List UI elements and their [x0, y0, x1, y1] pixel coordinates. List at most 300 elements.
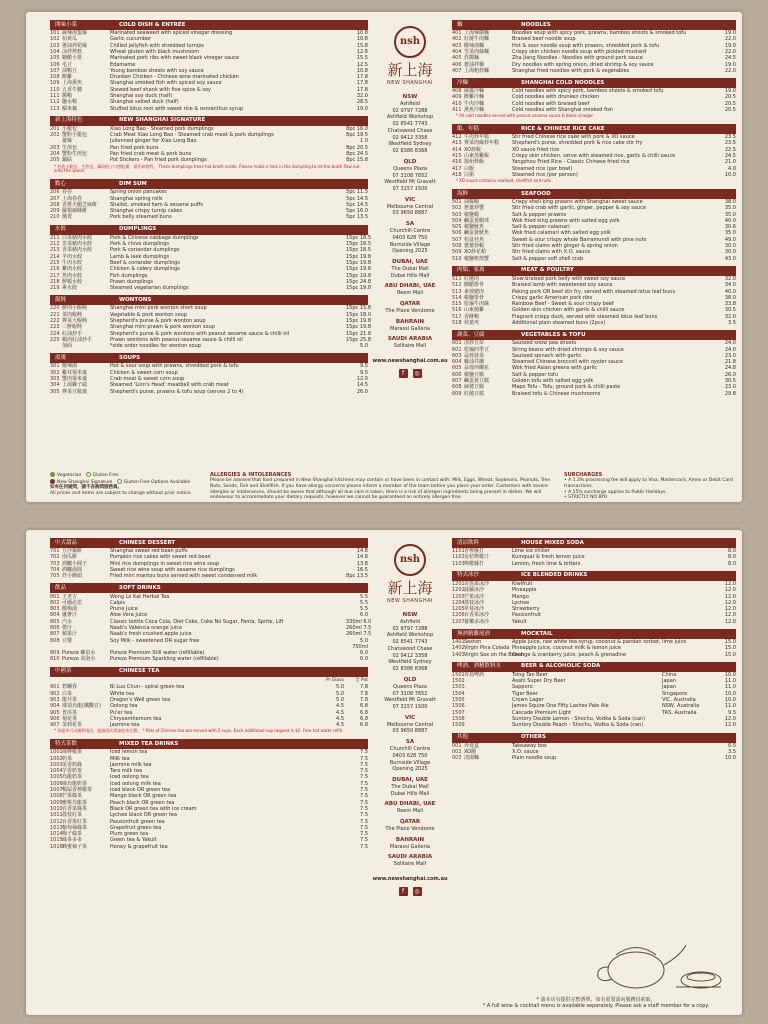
- store-region: NSW: [402, 94, 418, 100]
- section-header: [452, 266, 736, 276]
- item-name: Lime ice chiller: [512, 548, 550, 555]
- section-title: WONTONS: [119, 296, 152, 303]
- item-price: 17.8: [356, 74, 368, 81]
- item-name-chinese: 豆沙鍋餅: [62, 548, 83, 555]
- item-name: Pan fried crab meat & pork buns: [110, 151, 192, 158]
- item-price: 30.5: [724, 378, 736, 385]
- item-number: 215: [50, 259, 60, 266]
- item-number: 1003: [50, 761, 63, 768]
- item-name: Crispy skin chicken noodle soup with pickled mustard: [512, 48, 647, 55]
- item-name-chinese: 雪菜肉絲麵: [464, 48, 490, 55]
- item-price: 30.0: [724, 243, 736, 250]
- item-name-chinese: 蔥油拌麵: [464, 61, 485, 68]
- item-number: 1505: [452, 697, 465, 704]
- section-header: [50, 225, 368, 235]
- item-price: 14.8: [356, 548, 368, 555]
- menu-page-2: [26, 530, 742, 1015]
- item-price: 35.0: [724, 230, 736, 237]
- item-origin: VIC, Australia: [662, 697, 696, 704]
- menu-item[interactable]: [452, 68, 736, 74]
- footnote-english: * A full wine & cocktail menu is available separately. Please ask a staff member for a copy.: [482, 1003, 710, 1010]
- item-price: 15pc 19.0: [346, 285, 372, 292]
- store-line: Dubai Hills Mall: [390, 272, 430, 279]
- item-name-chinese: 奇異果冰沙: [464, 580, 490, 587]
- item-price: 20.5: [724, 106, 736, 113]
- item-name: *side order noodles for wonton soup: [110, 343, 201, 350]
- item-price: 11.0: [724, 703, 736, 710]
- store-list: [369, 94, 451, 350]
- item-number: 403: [452, 42, 462, 49]
- item-number: 802: [50, 599, 60, 606]
- item-name-chinese: 碧螺春: [62, 684, 78, 691]
- item-name-chinese: 茉香奶綠: [62, 761, 83, 768]
- item-price: 13.8: [356, 560, 368, 567]
- item-name-chinese: 白粥: [464, 171, 475, 178]
- legend-chinese-note: 如有任何疑問，請不吝詢問服務員。: [50, 485, 122, 491]
- item-price: 7.5: [360, 805, 368, 812]
- item-price: 9.5: [360, 369, 368, 376]
- section-header: [452, 189, 736, 199]
- page2-right-column: [452, 538, 736, 765]
- store-region: QLD: [403, 158, 417, 165]
- item-name-chinese: 菊花茶: [62, 715, 78, 722]
- item-number: 418: [452, 171, 462, 178]
- price-column-headers: [50, 677, 368, 685]
- menu-item[interactable]: [452, 256, 736, 262]
- item-name: Braised beef noodle soup: [512, 36, 576, 43]
- store-region: BAHRAIN: [395, 318, 425, 325]
- item-name-chinese: 凍檸檬茶: [62, 749, 83, 756]
- item-number: 1012: [50, 818, 63, 825]
- store-region: NSW: [402, 612, 418, 618]
- item-price: 26.0: [356, 388, 368, 395]
- item-name-chinese: 菜肉餛飩: [62, 311, 83, 318]
- item-name: Classic bottle Coca Cola, Diet Coke, Coke No Sugar, Fanta, Sprite, Lift: [110, 618, 284, 625]
- item-name: Salt & pepper tofu: [512, 371, 558, 378]
- item-number: 201: [50, 125, 60, 132]
- item-name: Additional plain steamed buns (2pcs): [512, 320, 606, 326]
- facebook-icon[interactable]: f: [399, 887, 408, 896]
- item-name: Garlic cucumber: [110, 36, 152, 43]
- item-name: Shanghai mini pork wonton short soup: [110, 305, 207, 312]
- item-price: 5.0: [360, 637, 368, 644]
- store-line: Queens Plaza: [393, 683, 427, 690]
- store-line: Reem Mall: [396, 808, 424, 815]
- item-number: 302: [50, 369, 60, 376]
- item-number: 1206: [452, 612, 465, 619]
- section-title: DUMPLINGS: [119, 226, 157, 233]
- section-title: CHINESE DESSERT: [119, 539, 176, 546]
- item-name: Pork belly steamed buns: [110, 214, 172, 221]
- section-title-chinese: 肉類、家禽: [457, 267, 485, 274]
- item-name-chinese: Pureza 礦泉水: [62, 650, 96, 657]
- item-name: Chilled jellyfish with shredded turnips: [110, 42, 204, 49]
- menu-item[interactable]: [50, 106, 368, 112]
- item-price: 15.0: [724, 638, 736, 645]
- store-line: 03 9650 8887: [392, 210, 428, 217]
- section-title-chinese: 點心: [55, 180, 67, 187]
- item-price: 15pc 19.8: [346, 266, 372, 273]
- item-number: 417: [452, 165, 462, 172]
- facebook-icon[interactable]: f: [399, 369, 408, 378]
- item-price: 23.5: [724, 140, 736, 147]
- item-price: 19.0: [724, 30, 736, 37]
- surcharge-line: • STRICTLY NO BYO: [564, 495, 608, 501]
- item-number: 209: [50, 208, 60, 215]
- item-name-chinese: 凍烏龍奶茶: [62, 780, 88, 787]
- social-links: [369, 369, 451, 378]
- item-price: 15pc 21.8: [346, 330, 372, 337]
- item-price: 38.0: [724, 198, 736, 205]
- item-name: Wok fried king prawns with salted egg yolk: [512, 217, 620, 224]
- section-title: OTHERS: [521, 734, 546, 741]
- item-name-chinese: 鍋貼: [62, 157, 73, 164]
- item-number: 1202: [452, 587, 465, 594]
- item-name: Dry noodles with spring onion, dried shrimp & soy sauce: [512, 61, 654, 68]
- item-number: 406: [452, 61, 462, 68]
- item-price: 15pc 19.8: [346, 272, 372, 279]
- item-name-chinese: XO醬: [464, 748, 477, 755]
- item-price: 8pc 16.0: [346, 125, 368, 132]
- menu-item[interactable]: [50, 157, 368, 163]
- item-name-chinese: 金桔檸檬汁: [464, 554, 490, 561]
- item-name: Cold noodles with drunken chicken: [512, 94, 600, 101]
- item-price-glass: 4.5: [336, 703, 344, 710]
- item-name: Shanghai spring rolls: [110, 195, 163, 202]
- item-number: 207: [50, 195, 60, 202]
- menu-item[interactable]: [452, 652, 736, 658]
- item-name: Takeaway box: [512, 742, 547, 749]
- item-name-chinese: 茉莉花茶: [62, 722, 83, 729]
- section-header: [50, 20, 368, 30]
- item-name-chinese: 白飯: [464, 165, 475, 172]
- item-name-chinese: 葡萄柚綠茶: [62, 824, 88, 831]
- item-name-chinese: 酒釀湯圓: [62, 566, 83, 573]
- menu-item[interactable]: [50, 638, 368, 644]
- item-number: 214: [50, 253, 60, 260]
- store-line: 03 9650 8887: [392, 728, 428, 735]
- store-region: ABU DHABI, UAE: [384, 283, 436, 290]
- item-name: Shepherd's purse & pork wontons with peanut sesame sauce & chilli oil: [110, 330, 290, 337]
- item-name-chinese: 外賣盒: [464, 742, 480, 749]
- store-line: Churchill Centre: [389, 228, 431, 234]
- item-price: 23.0: [724, 352, 736, 359]
- item-name-chinese: 加面: [62, 343, 73, 350]
- item-name-chinese: 春卷: [62, 189, 73, 196]
- item-price-pot: 7.8: [360, 690, 368, 697]
- item-number: 809: [50, 650, 60, 657]
- item-name-chinese: 牛肉冷麵: [464, 100, 485, 107]
- item-number: 1007: [50, 787, 63, 794]
- menu-section: [50, 739, 368, 850]
- item-name: Aloe Vera Juice: [110, 612, 148, 619]
- item-name-chinese: 青島啤酒: [464, 671, 485, 678]
- item-number: 402: [452, 36, 462, 43]
- menu-item[interactable]: [50, 656, 368, 662]
- section-header: [50, 739, 368, 749]
- item-price-pot: 7.8: [360, 696, 368, 703]
- item-name: Jasmine tea: [110, 722, 140, 729]
- store-region: ABU DHABI, UAE: [384, 801, 436, 808]
- item-name: Beef & coriander dumplings: [110, 259, 180, 266]
- item-number: 001: [452, 742, 462, 749]
- menu-section: [50, 20, 368, 112]
- item-name-chinese: 香酥鴨: [464, 313, 480, 320]
- item-number: 807: [50, 631, 60, 638]
- item-name: XO sauce fried rice: [512, 146, 560, 153]
- gluten-free-options-icon: [117, 479, 122, 484]
- item-name-chinese: 橙汁: [62, 624, 73, 631]
- item-number: 1102: [452, 554, 465, 561]
- social-links: [369, 887, 451, 896]
- section-header: [50, 295, 368, 305]
- store-region: QATAR: [399, 301, 421, 307]
- item-price: 19.0: [724, 42, 736, 49]
- item-price: 8pc 19.5: [346, 132, 368, 139]
- item-price: 330ml 6.0: [346, 618, 372, 625]
- item-number: 703: [50, 560, 60, 567]
- item-price-glass: 4.5: [336, 709, 344, 716]
- item-price: 8.0: [728, 548, 736, 555]
- item-price: 33.8: [724, 301, 736, 308]
- item-price: 24.5: [724, 55, 736, 62]
- menu-item[interactable]: [452, 320, 736, 326]
- item-number: 604: [452, 359, 462, 366]
- store-line: Opening 2025: [392, 248, 428, 255]
- store-line: Reem Mall: [396, 290, 424, 297]
- item-name: Calpis: [110, 599, 126, 606]
- item-number: 503: [452, 211, 462, 218]
- item-price: 15.8: [356, 42, 368, 49]
- menu-section: [50, 179, 368, 220]
- item-name: Stir fried crab with garlic, ginger, pepper & soy sauce: [512, 205, 646, 212]
- item-name: Steamed Chinese broccoli with oyster sauce: [512, 359, 623, 366]
- store-line: The Dubai Mall: [391, 783, 429, 790]
- item-name-chinese: 鹹蛋黃蝦球: [464, 217, 490, 224]
- menu-item[interactable]: [50, 389, 368, 395]
- section-title-chinese: 特式茶飲: [55, 740, 78, 747]
- item-number: 508: [452, 243, 462, 250]
- item-price: 5pc 11.5: [346, 189, 368, 196]
- item-name-chinese: 白茶: [62, 690, 73, 697]
- item-price: 15pc 18.0: [346, 311, 372, 318]
- item-name-chinese: 鹹蛋黃魷魚: [464, 230, 490, 237]
- item-price: 7.5: [360, 824, 368, 831]
- item-name-chinese: 香蔥火腿芝麻餅: [62, 201, 98, 208]
- item-price: 22.5: [724, 146, 736, 153]
- item-number: 905: [50, 709, 60, 716]
- section-title-chinese: 海鮮: [457, 190, 469, 197]
- section-title: BEER & ALCOHOLIC SODA: [521, 663, 601, 670]
- item-name: Milk tea: [110, 755, 130, 762]
- item-price: 3.5: [728, 748, 736, 755]
- item-number: 1015: [50, 837, 63, 844]
- item-name-chinese: 鹽水鴨: [62, 99, 78, 106]
- item-price: 10.8: [356, 67, 368, 74]
- item-name: Shanghai smoked fish with spiced soy sauce: [110, 80, 222, 87]
- item-number: 907: [50, 722, 60, 729]
- item-price: 10.0: [724, 171, 736, 178]
- item-name-chinese: 蘆薈汁: [62, 612, 78, 619]
- item-name: Golden skin chicken with garlic & chilli sauce: [512, 307, 625, 314]
- item-price: 10.0: [724, 697, 736, 704]
- store-line: 02 8386 8368: [392, 666, 428, 673]
- store-line: Melbourne Central: [386, 203, 434, 210]
- menu-item[interactable]: [50, 573, 368, 579]
- item-name: Suntory Double Lemon - Shochu, Vodka & Soda (can): [512, 715, 646, 722]
- item-name-chinese: 芋香奶茶: [62, 768, 83, 775]
- item-number: 1016: [50, 843, 63, 850]
- item-price: 26.0: [724, 371, 736, 378]
- instagram-icon[interactable]: ◎: [414, 369, 420, 377]
- item-price: 15pc 15.8: [346, 305, 372, 312]
- item-name-chinese: 魚肉水餃: [62, 272, 83, 279]
- item-number: 1504: [452, 690, 465, 697]
- item-origin: Japan: [662, 678, 676, 685]
- item-name: Crispy skin chicken, serve with steamed rice, garlic & chilli sauce: [512, 152, 676, 159]
- store-line: The Dubai Mall: [391, 265, 429, 272]
- item-name: Pineapple: [512, 587, 537, 594]
- menu-item[interactable]: [452, 755, 736, 761]
- item-number: 502: [452, 205, 462, 212]
- item-number: 211: [50, 234, 60, 241]
- item-price: 15pc 24.8: [346, 278, 372, 285]
- section-title: SOUPS: [119, 355, 141, 362]
- instagram-icon[interactable]: ◎: [414, 887, 420, 895]
- item-name: Sauteed spinach with garlic: [512, 352, 582, 359]
- store-line: Marassi Galleria: [390, 843, 430, 850]
- store-line: 02 8541 7743: [392, 639, 428, 646]
- item-price-glass: 5.0: [336, 690, 344, 697]
- item-name: Lychee black OR green tea: [110, 812, 177, 819]
- section-header: [452, 20, 736, 30]
- item-number: 208: [50, 201, 60, 208]
- item-name: Oolong tea: [110, 703, 138, 710]
- item-name: Lemon, fresh lime & bitters: [512, 560, 581, 567]
- item-name: Crown Lager: [512, 697, 544, 704]
- menu-item[interactable]: [50, 214, 368, 220]
- item-price: 11.0: [724, 678, 736, 685]
- item-name: Mapo Tofu - Tofu, ground pork & chilli paste: [512, 384, 621, 391]
- item-number: 901: [50, 684, 60, 691]
- menu-item[interactable]: [452, 619, 736, 625]
- item-number: 1005: [50, 774, 63, 781]
- item-name: Tsing Tao Beer: [512, 671, 548, 678]
- item-name-chinese: 松鼠桂魚: [464, 236, 485, 243]
- item-price: 8pc 24.5: [346, 151, 368, 158]
- item-price: 260ml 7.5: [346, 631, 372, 638]
- item-number: 416: [452, 159, 462, 166]
- item-price: 40.0: [724, 288, 736, 295]
- item-name-chinese: Virgin Pina Colada: [464, 645, 510, 652]
- store-line: Queens Plaza: [393, 165, 427, 172]
- item-number: 1009: [50, 799, 63, 806]
- item-name-chinese: 紅燒豆腐: [464, 390, 485, 397]
- item-name: Salt & pepper prawns: [512, 211, 567, 218]
- item-name-chinese: 羊肉水餃: [62, 253, 83, 260]
- item-number: 217: [50, 272, 60, 279]
- item-name-chinese: 素水餃: [62, 285, 78, 292]
- item-name-chinese: 鴨屎香檸檬茶: [62, 787, 93, 794]
- item-number: 804: [50, 612, 60, 619]
- website[interactable]: www.newshanghai.com.au: [372, 357, 448, 364]
- item-price: 8.0: [728, 560, 736, 567]
- item-number: 404: [452, 48, 462, 55]
- item-name: Edamame: [110, 61, 136, 68]
- item-number: 511: [452, 275, 462, 282]
- item-name: Iced lemon tea: [110, 749, 148, 756]
- item-name-chinese: 芒果冰沙: [464, 593, 485, 600]
- item-number: 1014: [50, 831, 63, 838]
- item-name-chinese: 百香果冰沙: [464, 612, 490, 619]
- item-price: 16.5: [356, 566, 368, 573]
- menu-item[interactable]: [452, 561, 736, 567]
- item-name: Prawn dumplings: [110, 278, 154, 285]
- menu-item[interactable]: [452, 391, 736, 397]
- item-number: 405: [452, 55, 462, 62]
- item-price: 15pc 19.8: [346, 253, 372, 260]
- store-list: [369, 612, 451, 868]
- item-number: 805: [50, 618, 60, 625]
- item-number: 223: [50, 324, 60, 331]
- item-price: 12.0: [724, 606, 736, 613]
- item-number: 1205: [452, 606, 465, 613]
- item-number: 204: [50, 151, 60, 158]
- section-title: CHINESE TEA: [119, 668, 160, 675]
- menu-section: [452, 20, 736, 74]
- menu-item[interactable]: [50, 285, 372, 292]
- item-price: 43.0: [724, 255, 736, 262]
- menu-item[interactable]: [452, 722, 736, 728]
- item-number: 218: [50, 278, 60, 285]
- item-price: 15pc 19.8: [346, 318, 372, 324]
- brand-chinese: 新上海: [387, 579, 433, 597]
- menu-item[interactable]: [50, 844, 368, 850]
- section-title-chinese: 開味小菜: [55, 21, 78, 28]
- item-name-chinese: 龍井茶: [62, 696, 78, 703]
- item-number: 002: [452, 748, 462, 755]
- item-name-chinese: 毛豆: [62, 61, 73, 68]
- item-price: 260ml 7.5: [346, 624, 372, 631]
- menu-item[interactable]: [50, 343, 368, 349]
- item-name: Taro milk tea: [110, 768, 143, 775]
- section-title-chinese: 水餃: [55, 226, 67, 233]
- item-number: 219: [50, 285, 60, 292]
- item-name-chinese: 乾煸牛肉絲: [464, 301, 490, 308]
- item-price-glass: 4.5: [336, 722, 344, 729]
- section-title: MOCKTAIL: [521, 630, 553, 637]
- store-region: VIC: [404, 196, 416, 203]
- item-price: 32.0: [356, 92, 368, 99]
- item-price: 30.6: [724, 224, 736, 231]
- item-name: Passionfruit: [512, 612, 542, 619]
- item-name-chinese: 酸辣湯麵: [464, 42, 485, 49]
- website[interactable]: www.newshanghai.com.au: [372, 875, 448, 882]
- item-price: 20.5: [724, 100, 736, 107]
- section-title-chinese: 麵: [457, 21, 463, 28]
- section-header: [452, 124, 736, 134]
- item-price: 5.5: [360, 593, 368, 600]
- store-line: 0403 628 750: [392, 752, 428, 759]
- item-name-chinese: 蒜蓉西蘭花: [464, 365, 490, 372]
- item-name-chinese: 紅燒肉: [464, 275, 480, 282]
- item-price: 12.0: [724, 722, 736, 729]
- item-name: Shepherd's purse, shredded pork & rice cake stir fry: [512, 140, 643, 147]
- item-price: 10.8: [356, 30, 368, 37]
- menu-section: [452, 78, 736, 120]
- item-name-chinese: 烏龍奶茶: [62, 774, 83, 781]
- item-number: 801: [50, 593, 60, 600]
